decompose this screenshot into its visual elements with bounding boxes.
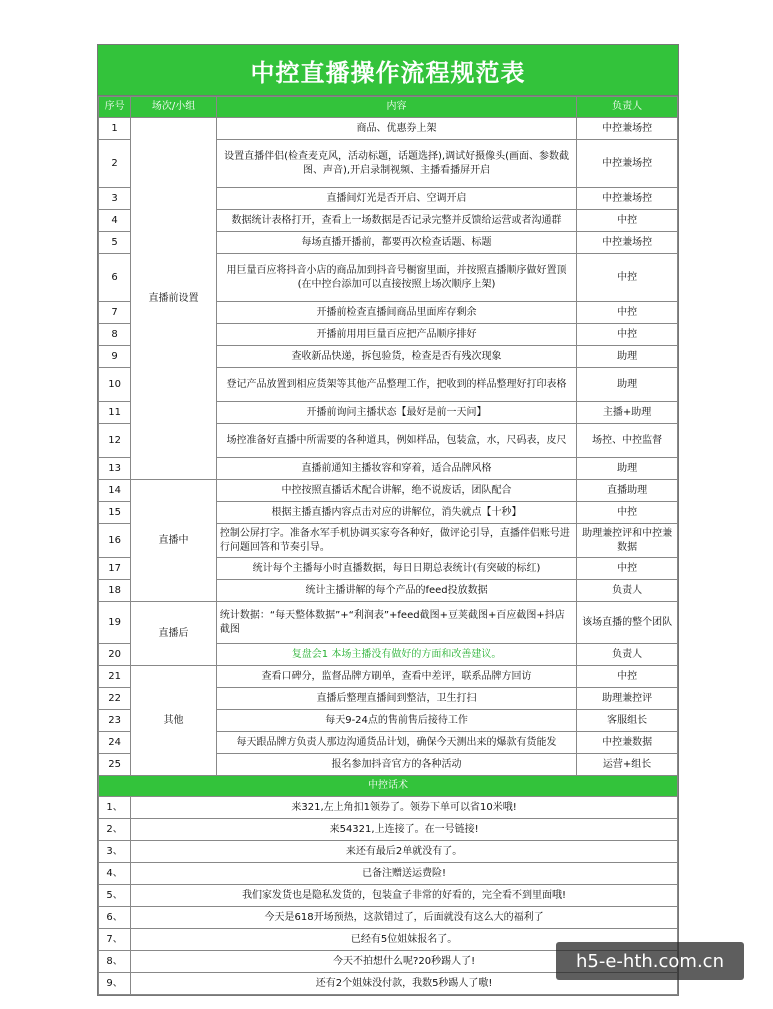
row-no: 21 [99,666,131,688]
header-owner: 负责人 [577,97,678,118]
process-table-sheet [97,44,679,996]
row-content: 直播前通知主播妆容和穿着，适合品牌风格 [216,458,576,480]
row-no: 8 [99,324,131,346]
row-content: 控制公屏打字。准备水军手机协调买家夸各种好，做评论引导，直播伴侣账号进行问题回答和节奏引导。 [216,524,576,558]
row-owner: 中控兼场控 [577,140,678,188]
stage-after-live: 直播后 [131,602,217,666]
row-no: 3 [99,188,131,210]
talk-row [99,863,678,885]
row-content: 开播前询问主播状态【最好是前一天问】 [216,402,576,424]
row-owner: 中控 [577,324,678,346]
row-content: 中控按照直播话术配合讲解，绝不说废话，团队配合 [216,480,576,502]
row-content: 直播后整理直播间到整洁，卫生打扫 [216,688,576,710]
talk-text: 今天不拍想什么呢?20秒踢人了! [131,951,678,973]
row-content: 开播前用用巨量百应把产品顺序排好 [216,324,576,346]
header-stage: 场次/小组 [131,97,217,118]
row-owner: 直播助理 [577,480,678,502]
row-owner: 助理兼控评和中控兼数据 [577,524,678,558]
row-no: 25 [99,754,131,776]
table-row [99,480,678,502]
talk-text: 已备注赠送运费险! [131,863,678,885]
row-no: 24 [99,732,131,754]
row-content: 统计每个主播每小时直播数据，每日日期总表统计(有突破的标红) [216,558,576,580]
row-no: 5 [99,232,131,254]
row-no: 12 [99,424,131,458]
talk-text: 我们家发货也是隐私发货的，包装盒子非常的好看的，完全看不到里面哦! [131,885,678,907]
talk-text: 已经有5位姐妹报名了。 [131,929,678,951]
row-no: 17 [99,558,131,580]
row-no: 10 [99,368,131,402]
row-content: 登记产品放置到相应货架等其他产品整理工作，把收到的样品整理好打印表格 [216,368,576,402]
row-content: 统计数据：“每天整体数据”+“利润表”+feed截图+豆荚截图+百应截图+抖店截图 [216,602,576,644]
row-no: 16 [99,524,131,558]
talk-text: 还有2个姐妹没付款，我数5秒踢人了嗷! [131,973,678,995]
row-owner: 中控兼场控 [577,118,678,140]
row-owner: 中控 [577,666,678,688]
row-owner: 助理 [577,346,678,368]
table-title: 中控直播操作流程规范表 [98,45,678,96]
talk-no: 7、 [99,929,131,951]
talk-no: 6、 [99,907,131,929]
talk-no: 5、 [99,885,131,907]
row-no: 2 [99,140,131,188]
row-content: 商品、优惠券上架 [216,118,576,140]
row-content: 查收新品快递，拆包验货，检查是否有残次现象 [216,346,576,368]
row-owner: 该场直播的整个团队 [577,602,678,644]
row-owner: 中控 [577,254,678,302]
row-owner: 客服组长 [577,710,678,732]
row-no: 15 [99,502,131,524]
talk-row [99,841,678,863]
row-owner: 主播+助理 [577,402,678,424]
row-no: 4 [99,210,131,232]
talk-no: 9、 [99,973,131,995]
row-no: 22 [99,688,131,710]
row-content: 每场直播开播前，都要再次检查话题、标题 [216,232,576,254]
row-owner: 中控 [577,502,678,524]
talk-text: 来321,左上角扣1领券了。领券下单可以省10米哦! [131,797,678,819]
row-content: 查看口碑分，监督品牌方刷单，查看中差评，联系品牌方回访 [216,666,576,688]
header-row [99,97,678,118]
row-owner: 助理 [577,368,678,402]
row-no: 11 [99,402,131,424]
row-no: 18 [99,580,131,602]
row-no: 7 [99,302,131,324]
row-owner: 运营+组长 [577,754,678,776]
row-content: 复盘会1 本场主播没有做好的方面和改善建议。 [216,644,576,666]
talk-row [99,885,678,907]
table-row [99,118,678,140]
row-owner: 中控兼数据 [577,732,678,754]
talk-no: 1、 [99,797,131,819]
talk-no: 4、 [99,863,131,885]
row-content: 开播前检查直播间商品里面库存剩余 [216,302,576,324]
talk-section-header [99,776,678,797]
talk-text: 来还有最后2单就没有了。 [131,841,678,863]
row-owner: 助理兼控评 [577,688,678,710]
row-no: 1 [99,118,131,140]
row-no: 23 [99,710,131,732]
talk-no: 8、 [99,951,131,973]
table-row [99,666,678,688]
site-watermark: h5-e-hth.com.cn [556,942,744,980]
row-owner: 中控 [577,558,678,580]
talk-no: 3、 [99,841,131,863]
row-no: 9 [99,346,131,368]
row-content: 报名参加抖音官方的各种活动 [216,754,576,776]
talk-row [99,907,678,929]
talk-text: 来54321,上连接了。在一号链接! [131,819,678,841]
table-row [99,602,678,644]
row-no: 6 [99,254,131,302]
talk-row [99,797,678,819]
talk-text: 今天是618开场预热，这款错过了，后面就没有这么大的福利了 [131,907,678,929]
talk-row [99,819,678,841]
row-owner: 中控兼场控 [577,188,678,210]
row-content: 用巨量百应将抖音小店的商品加到抖音号橱窗里面，并按照直播顺序做好置顶(在中控台添加可以直接按照上场次顺序上架) [216,254,576,302]
process-table [98,96,678,995]
row-content: 统计主播讲解的每个产品的feed投放数据 [216,580,576,602]
talk-section-title: 中控话术 [99,776,678,797]
header-content: 内容 [216,97,576,118]
row-owner: 中控兼场控 [577,232,678,254]
row-content: 直播间灯光是否开启、空调开启 [216,188,576,210]
row-owner: 中控 [577,210,678,232]
row-content: 设置直播伴侣(检查麦克风，活动标题，话题选择),调试好摄像头(画面、参数截图、声音),开启录制视频、主播看播屏开启 [216,140,576,188]
row-no: 14 [99,480,131,502]
stage-other: 其他 [131,666,217,776]
row-owner: 负责人 [577,580,678,602]
row-content: 根据主播直播内容点击对应的讲解位，消失就点【十秒】 [216,502,576,524]
row-owner: 场控、中控监督 [577,424,678,458]
row-content: 每天9-24点的售前售后接待工作 [216,710,576,732]
header-no: 序号 [99,97,131,118]
stage-before-live: 直播前设置 [131,118,217,480]
row-content: 场控准备好直播中所需要的各种道具，例如样品，包装盒，水，尺码表，皮尺 [216,424,576,458]
row-owner: 负责人 [577,644,678,666]
row-no: 20 [99,644,131,666]
stage-during-live: 直播中 [131,480,217,602]
row-no: 13 [99,458,131,480]
row-owner: 助理 [577,458,678,480]
talk-no: 2、 [99,819,131,841]
row-content: 数据统计表格打开，查看上一场数据是否记录完整并反馈给运营或者沟通群 [216,210,576,232]
row-owner: 中控 [577,302,678,324]
row-no: 19 [99,602,131,644]
row-content: 每天跟品牌方负责人那边沟通货品计划，确保今天测出来的爆款有货能发 [216,732,576,754]
